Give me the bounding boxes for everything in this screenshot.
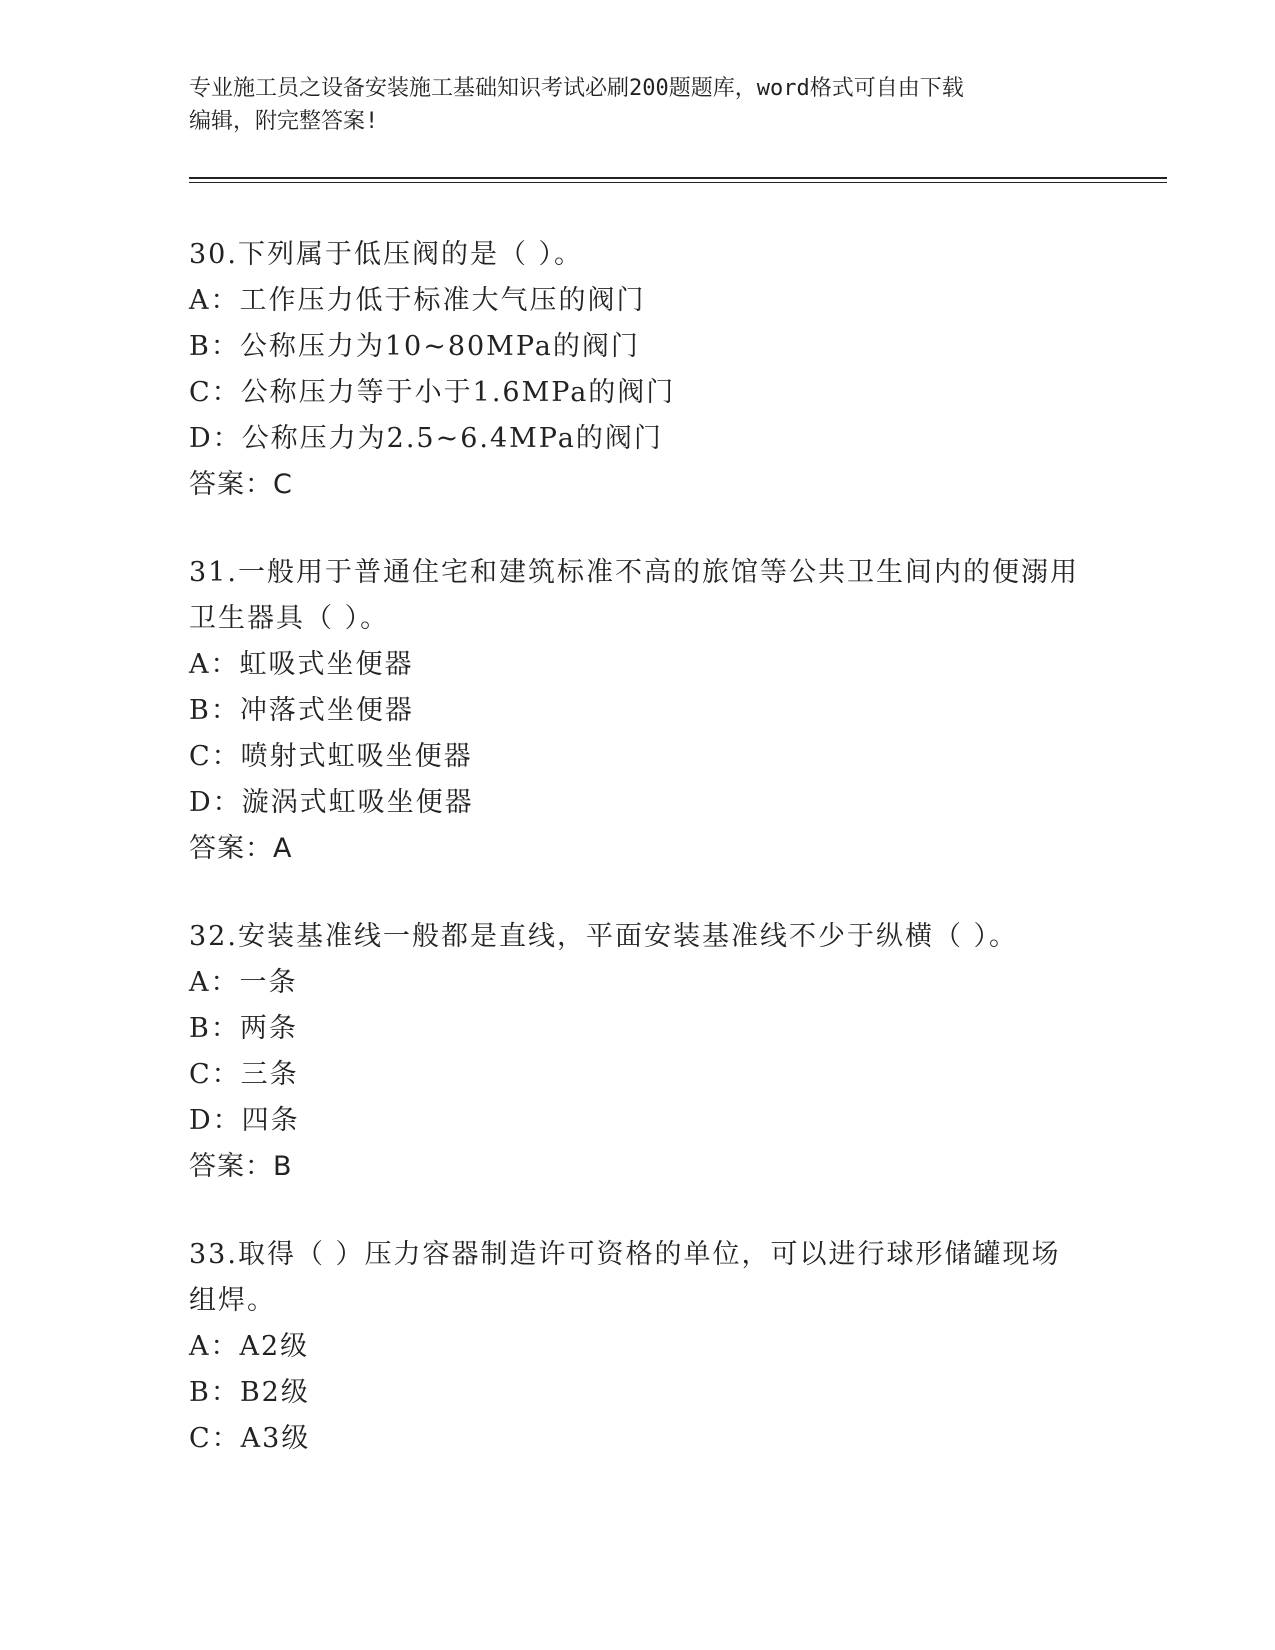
header-divider-thin xyxy=(189,182,1167,183)
question-30 xyxy=(189,232,1089,508)
document-header xyxy=(189,72,1089,138)
option-a: A：一条 xyxy=(189,967,298,998)
question-31 xyxy=(189,550,1089,872)
question-stem-cont: 卫生器具（ ）。 xyxy=(189,603,390,634)
question-stem: 31.一般用于普通住宅和建筑标准不高的旅馆等公共卫生间内的便溺用 xyxy=(189,557,1079,588)
question-stem: 30.下列属于低压阀的是（ ）。 xyxy=(189,239,584,270)
header-line-1: 专业施工员之设备安装施工基础知识考试必刷200题题库，word格式可自由下载 xyxy=(189,76,964,101)
option-d: D：漩涡式虹吸坐便器 xyxy=(189,787,474,818)
option-d: D：公称压力为2.5~6.4MPa的阀门 xyxy=(189,423,663,454)
question-list xyxy=(189,232,1089,1504)
question-33 xyxy=(189,1232,1089,1462)
option-b: B：冲落式坐便器 xyxy=(189,695,414,726)
question-stem: 32.安装基准线一般都是直线，平面安装基准线不少于纵横（ ）。 xyxy=(189,921,1019,952)
answer-line: 答案：C xyxy=(189,469,293,500)
answer-line: 答案：B xyxy=(189,1151,293,1182)
option-a: A：虹吸式坐便器 xyxy=(189,649,414,680)
header-divider-thick xyxy=(189,177,1167,179)
option-b: B：公称压力为10~80MPa的阀门 xyxy=(189,331,640,362)
question-stem-cont: 组焊。 xyxy=(189,1285,276,1316)
option-d: D：四条 xyxy=(189,1105,300,1136)
option-b: B：B2级 xyxy=(189,1377,310,1408)
option-a: A：A2级 xyxy=(189,1331,310,1362)
option-c: C：公称压力等于小于1.6MPa的阀门 xyxy=(189,377,676,408)
answer-line: 答案：A xyxy=(189,833,293,864)
option-c: C：三条 xyxy=(189,1059,299,1090)
question-stem: 33.取得（ ）压力容器制造许可资格的单位，可以进行球形储罐现场 xyxy=(189,1239,1061,1270)
option-b: B：两条 xyxy=(189,1013,298,1044)
option-c: C：A3级 xyxy=(189,1423,311,1454)
option-c: C：喷射式虹吸坐便器 xyxy=(189,741,473,772)
header-line-2: 编辑，附完整答案! xyxy=(189,109,379,134)
question-32 xyxy=(189,914,1089,1190)
option-a: A：工作压力低于标准大气压的阀门 xyxy=(189,285,646,316)
